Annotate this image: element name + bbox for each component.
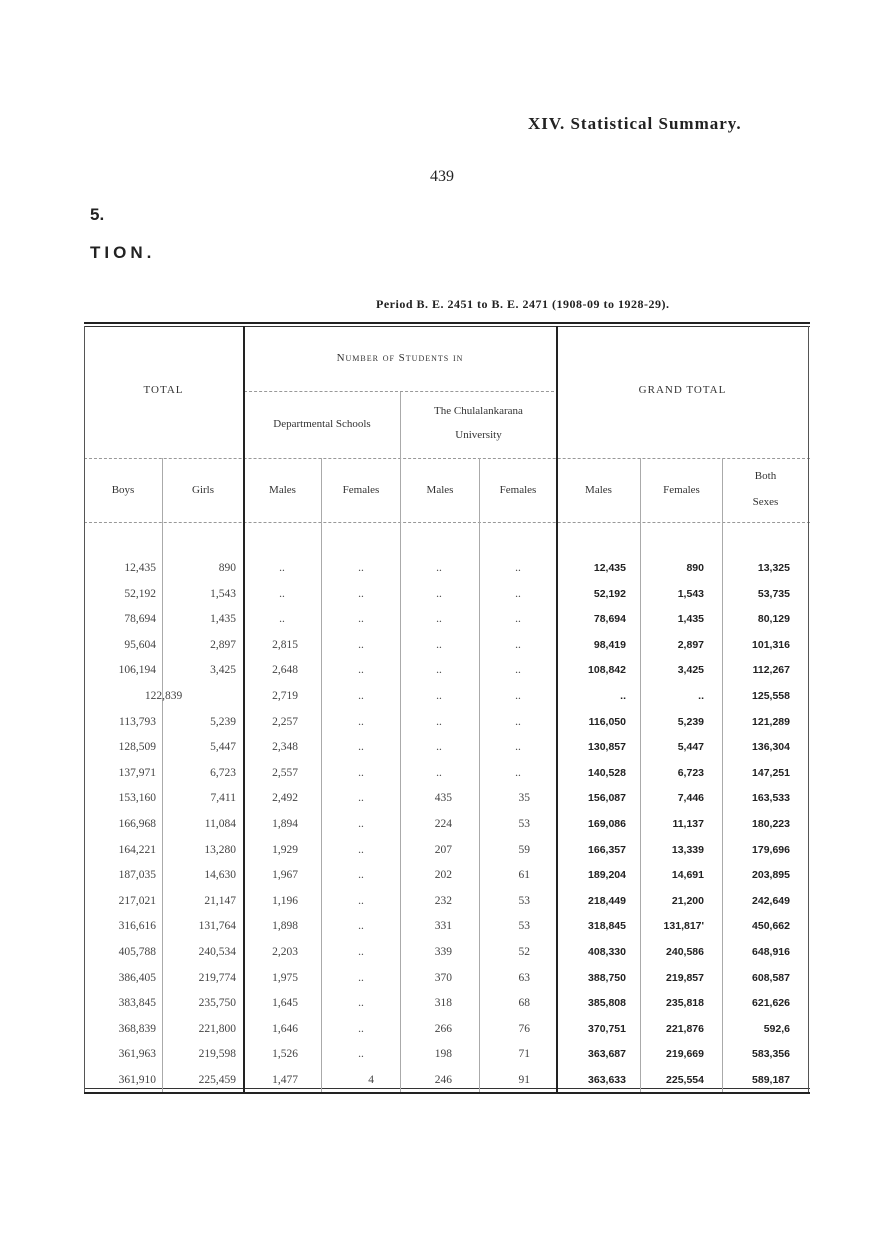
table-cell-dept-f: .. bbox=[358, 741, 364, 753]
table-cell-girls: 131,764 bbox=[198, 920, 236, 932]
subheader-divider bbox=[84, 458, 810, 459]
statistics-table bbox=[84, 322, 810, 1092]
table-cell-gt-m: 78,694 bbox=[593, 613, 626, 625]
table-cell-gt-both: 608,587 bbox=[752, 972, 790, 984]
table-cell-dept-f: .. bbox=[358, 895, 364, 907]
table-cell-boys: 187,035 bbox=[118, 869, 156, 881]
table-cell-dept-f: .. bbox=[358, 792, 364, 804]
table-cell-dept-f: .. bbox=[358, 562, 364, 574]
table-cell-dept-m: 2,648 bbox=[272, 664, 298, 676]
table-cell-univ-f: 76 bbox=[518, 1023, 530, 1035]
table-cell-gt-m: 140,528 bbox=[588, 767, 626, 779]
table-cell-gt-m: 408,330 bbox=[588, 946, 626, 958]
table-cell-gt-both: 163,533 bbox=[752, 792, 790, 804]
header-dept-females: Females bbox=[342, 484, 380, 496]
table-cell-girls: 6,723 bbox=[210, 767, 236, 779]
header-grand-males: Males bbox=[585, 484, 612, 496]
table-cell-univ-m: .. bbox=[436, 613, 442, 625]
table-cell-dept-f: .. bbox=[358, 716, 364, 728]
table-cell-univ-m: .. bbox=[436, 767, 442, 779]
table-cell-dept-m: 1,645 bbox=[272, 997, 298, 1009]
table-cell-gt-both: 147,251 bbox=[752, 767, 790, 779]
table-cell-univ-m: .. bbox=[436, 741, 442, 753]
table-cell-girls: 13,280 bbox=[204, 844, 236, 856]
table-cell-univ-m: .. bbox=[436, 716, 442, 728]
table-cell-univ-m: 318 bbox=[434, 997, 452, 1009]
header-both-line1: Both bbox=[754, 470, 777, 482]
table-cell-dept-m: 1,967 bbox=[272, 869, 298, 881]
table-cell-gt-m: 166,357 bbox=[588, 844, 626, 856]
header-total: TOTAL bbox=[143, 384, 184, 396]
header-grand-females: Females bbox=[663, 484, 700, 496]
table-cell-gt-f: 3,425 bbox=[677, 664, 704, 676]
table-cell-boys: 78,694 bbox=[124, 613, 156, 625]
table-cell-gt-f: 1,543 bbox=[677, 588, 704, 600]
header-grand-total: GRAND TOTAL bbox=[638, 384, 727, 396]
table-cell-dept-m: .. bbox=[279, 588, 285, 600]
table-cell-dept-f: .. bbox=[358, 639, 364, 651]
table-cell-gt-f: 14,691 bbox=[671, 869, 704, 881]
students-divider bbox=[244, 391, 554, 392]
table-cell-dept-m: 2,815 bbox=[272, 639, 298, 651]
table-cell-gt-f: 240,586 bbox=[666, 946, 704, 958]
table-cell-dept-f: .. bbox=[358, 997, 364, 1009]
table-cell-gt-m: 98,419 bbox=[593, 639, 626, 651]
table-cell-dept-m: 1,477 bbox=[272, 1074, 298, 1086]
header-dept-males: Males bbox=[269, 484, 296, 496]
table-cell-gt-both: 589,187 bbox=[752, 1074, 790, 1086]
table-cell-gt-m: 116,050 bbox=[588, 716, 626, 728]
header-university-line2: University bbox=[455, 429, 502, 441]
table-cell-gt-f: 890 bbox=[686, 562, 704, 574]
table-cell-dept-m: 2,203 bbox=[272, 946, 298, 958]
table-bottom-rule bbox=[84, 1088, 810, 1089]
table-cell-dept-m: 1,646 bbox=[272, 1023, 298, 1035]
table-cell-gt-f: 219,857 bbox=[666, 972, 704, 984]
table-cell-boys: 106,194 bbox=[118, 664, 156, 676]
table-cell-univ-m: 224 bbox=[434, 818, 452, 830]
table-cell-dept-m: 2,348 bbox=[272, 741, 298, 753]
table-cell-univ-f: 63 bbox=[518, 972, 530, 984]
table-cell-gt-both: 242,649 bbox=[752, 895, 790, 907]
table-cell-girls: 2,897 bbox=[210, 639, 236, 651]
table-cell-boys: 383,845 bbox=[118, 997, 156, 1009]
table-cell-gt-m: 12,435 bbox=[593, 562, 626, 574]
table-cell-gt-m: .. bbox=[620, 690, 626, 702]
table-cell-univ-f: 91 bbox=[518, 1074, 530, 1086]
table-cell-gt-m: 363,687 bbox=[588, 1048, 626, 1060]
table-cell-dept-m: .. bbox=[279, 613, 285, 625]
table-bottom-rule-outer bbox=[84, 1092, 810, 1094]
table-cell-univ-f: 68 bbox=[518, 997, 530, 1009]
table-cell-dept-f: .. bbox=[358, 1023, 364, 1035]
section-heading: XIV. Statistical Summary. bbox=[528, 114, 742, 133]
table-cell-dept-m: 1,929 bbox=[272, 844, 298, 856]
table-cell-gt-m: 189,204 bbox=[588, 869, 626, 881]
table-cell-dept-f: .. bbox=[358, 767, 364, 779]
table-cell-boys: 386,405 bbox=[118, 972, 156, 984]
table-cell-dept-f: .. bbox=[358, 844, 364, 856]
table-cell-univ-m: 207 bbox=[434, 844, 452, 856]
table-cell-girls: 5,239 bbox=[210, 716, 236, 728]
table-cell-gt-f: 1,435 bbox=[677, 613, 704, 625]
table-cell-gt-f: 131,817' bbox=[663, 920, 704, 932]
table-cell-girls: 14,630 bbox=[204, 869, 236, 881]
table-cell-gt-both: 136,304 bbox=[752, 741, 790, 753]
table-cell-univ-f: 35 bbox=[518, 792, 530, 804]
table-cell-girls: 225,459 bbox=[198, 1074, 236, 1086]
table-right-border bbox=[808, 326, 809, 1092]
table-cell-gt-both: 179,696 bbox=[752, 844, 790, 856]
table-cell-univ-m: 339 bbox=[434, 946, 452, 958]
table-cell-dept-m: 2,557 bbox=[272, 767, 298, 779]
table-cell-gt-m: 218,449 bbox=[588, 895, 626, 907]
table-cell-boys: 166,968 bbox=[118, 818, 156, 830]
table-cell-dept-m: 2,719 bbox=[272, 690, 298, 702]
table-cell-total-combined: 122,839 bbox=[144, 690, 183, 702]
table-cell-gt-m: 385,808 bbox=[588, 997, 626, 1009]
table-cell-gt-both: 203,895 bbox=[752, 869, 790, 881]
table-cell-gt-both: 80,129 bbox=[757, 613, 790, 625]
table-cell-univ-f: .. bbox=[515, 613, 521, 625]
table-cell-univ-f: .. bbox=[515, 741, 521, 753]
header-both-line2: Sexes bbox=[752, 496, 779, 508]
table-cell-univ-m: .. bbox=[436, 664, 442, 676]
table-cell-dept-m: 1,196 bbox=[272, 895, 298, 907]
table-cell-boys: 95,604 bbox=[124, 639, 156, 651]
table-cell-girls: 11,084 bbox=[204, 818, 236, 830]
table-cell-dept-m: .. bbox=[279, 562, 285, 574]
table-cell-gt-f: 7,446 bbox=[677, 792, 704, 804]
table-cell-univ-f: 53 bbox=[518, 895, 530, 907]
table-top-rule bbox=[84, 322, 810, 324]
table-cell-gt-m: 108,842 bbox=[588, 664, 626, 676]
table-cell-univ-m: 202 bbox=[434, 869, 452, 881]
table-cell-boys: 113,793 bbox=[119, 716, 156, 728]
table-top-rule-inner bbox=[84, 326, 810, 327]
table-cell-gt-f: 13,339 bbox=[671, 844, 704, 856]
table-cell-univ-m: 266 bbox=[434, 1023, 452, 1035]
table-cell-girls: 219,774 bbox=[198, 972, 236, 984]
table-cell-boys: 52,192 bbox=[124, 588, 156, 600]
table-cell-dept-f: .. bbox=[358, 588, 364, 600]
table-cell-dept-f: .. bbox=[358, 613, 364, 625]
header-departmental-schools: Departmental Schools bbox=[273, 418, 371, 430]
table-cell-dept-f: .. bbox=[358, 946, 364, 958]
table-cell-dept-m: 1,526 bbox=[272, 1048, 298, 1060]
table-cell-univ-f: .. bbox=[515, 716, 521, 728]
table-cell-univ-f: 61 bbox=[518, 869, 530, 881]
table-cell-univ-m: 435 bbox=[434, 792, 452, 804]
table-cell-univ-f: 52 bbox=[518, 946, 530, 958]
table-cell-dept-m: 2,257 bbox=[272, 716, 298, 728]
table-cell-gt-both: 583,356 bbox=[752, 1048, 790, 1060]
table-cell-girls: 219,598 bbox=[198, 1048, 236, 1060]
table-cell-dept-f: 4 bbox=[368, 1074, 374, 1086]
table-cell-univ-m: .. bbox=[436, 562, 442, 574]
table-cell-dept-f: .. bbox=[358, 972, 364, 984]
table-cell-gt-both: 53,735 bbox=[757, 588, 790, 600]
table-cell-dept-m: 1,975 bbox=[272, 972, 298, 984]
table-cell-univ-f: 71 bbox=[518, 1048, 530, 1060]
table-number: 5. bbox=[90, 205, 105, 224]
table-cell-univ-m: .. bbox=[436, 639, 442, 651]
table-cell-univ-f: .. bbox=[515, 562, 521, 574]
table-cell-univ-m: 246 bbox=[434, 1074, 452, 1086]
table-title-fragment: TION. bbox=[90, 243, 156, 262]
table-cell-gt-f: 6,723 bbox=[677, 767, 704, 779]
table-cell-gt-f: 5,239 bbox=[677, 716, 704, 728]
table-cell-dept-f: .. bbox=[358, 818, 364, 830]
table-cell-univ-m: 370 bbox=[434, 972, 452, 984]
table-cell-univ-f: 59 bbox=[518, 844, 530, 856]
header-university-line1: The Chulalankarana bbox=[434, 405, 523, 417]
table-cell-gt-f: 11,137 bbox=[672, 818, 704, 830]
table-cell-gt-f: 221,876 bbox=[666, 1023, 704, 1035]
table-cell-gt-m: 363,633 bbox=[588, 1074, 626, 1086]
table-cell-girls: 240,534 bbox=[198, 946, 236, 958]
table-cell-gt-both: 112,267 bbox=[752, 664, 790, 676]
table-cell-gt-both: 180,223 bbox=[752, 818, 790, 830]
table-cell-gt-both: 592,6 bbox=[763, 1023, 790, 1035]
table-cell-univ-f: 53 bbox=[518, 920, 530, 932]
table-cell-univ-m: 198 bbox=[434, 1048, 452, 1060]
table-cell-dept-f: .. bbox=[358, 920, 364, 932]
table-cell-gt-f: .. bbox=[698, 690, 704, 702]
table-cell-gt-both: 121,289 bbox=[752, 716, 790, 728]
table-cell-gt-f: 21,200 bbox=[671, 895, 704, 907]
table-cell-univ-f: 53 bbox=[518, 818, 530, 830]
table-cell-gt-f: 219,669 bbox=[666, 1048, 704, 1060]
header-boys: Boys bbox=[111, 484, 135, 496]
table-cell-boys: 316,616 bbox=[118, 920, 156, 932]
table-cell-gt-both: 621,626 bbox=[752, 997, 790, 1009]
table-cell-univ-f: .. bbox=[515, 690, 521, 702]
table-cell-girls: 221,800 bbox=[198, 1023, 236, 1035]
table-cell-girls: 21,147 bbox=[204, 895, 236, 907]
table-cell-dept-m: 1,894 bbox=[272, 818, 298, 830]
table-cell-gt-both: 101,316 bbox=[752, 639, 790, 651]
table-cell-univ-f: .. bbox=[515, 767, 521, 779]
table-cell-boys: 368,839 bbox=[118, 1023, 156, 1035]
table-cell-gt-f: 235,818 bbox=[666, 997, 704, 1009]
table-cell-dept-f: .. bbox=[358, 1048, 364, 1060]
table-cell-boys: 164,221 bbox=[118, 844, 156, 856]
table-cell-univ-m: 331 bbox=[434, 920, 452, 932]
header-number-of-students: Number of Students in bbox=[336, 352, 464, 364]
table-cell-gt-m: 156,087 bbox=[588, 792, 626, 804]
table-cell-gt-both: 450,662 bbox=[752, 920, 790, 932]
col-divider-dept bbox=[321, 458, 322, 1092]
table-cell-gt-m: 52,192 bbox=[593, 588, 626, 600]
table-cell-gt-m: 388,750 bbox=[588, 972, 626, 984]
page-number: 439 bbox=[430, 168, 454, 185]
table-cell-gt-m: 318,845 bbox=[588, 920, 626, 932]
table-cell-girls: 3,425 bbox=[210, 664, 236, 676]
table-cell-univ-f: .. bbox=[515, 639, 521, 651]
header-univ-males: Males bbox=[426, 484, 454, 496]
header-bottom-rule bbox=[84, 522, 810, 523]
table-cell-dept-m: 2,492 bbox=[272, 792, 298, 804]
table-cell-boys: 12,435 bbox=[124, 562, 156, 574]
table-cell-boys: 137,971 bbox=[118, 767, 156, 779]
header-univ-females: Females bbox=[499, 484, 537, 496]
table-cell-girls: 235,750 bbox=[198, 997, 236, 1009]
table-cell-univ-m: .. bbox=[436, 690, 442, 702]
table-cell-dept-f: .. bbox=[358, 664, 364, 676]
table-cell-boys: 361,910 bbox=[118, 1074, 156, 1086]
table-cell-univ-m: 232 bbox=[434, 895, 452, 907]
table-cell-gt-both: 13,325 bbox=[757, 562, 790, 574]
table-cell-girls: 5,447 bbox=[210, 741, 236, 753]
table-cell-boys: 405,788 bbox=[118, 946, 156, 958]
header-girls: Girls bbox=[192, 484, 214, 496]
table-cell-gt-f: 5,447 bbox=[677, 741, 704, 753]
table-cell-dept-f: .. bbox=[358, 690, 364, 702]
table-cell-gt-f: 225,554 bbox=[666, 1074, 704, 1086]
table-cell-univ-f: .. bbox=[515, 588, 521, 600]
table-cell-dept-f: .. bbox=[358, 869, 364, 881]
table-cell-girls: 1,543 bbox=[210, 588, 236, 600]
table-cell-dept-m: 1,898 bbox=[272, 920, 298, 932]
table-cell-gt-m: 370,751 bbox=[588, 1023, 626, 1035]
table-cell-gt-both: 125,558 bbox=[752, 690, 790, 702]
table-cell-gt-m: 130,857 bbox=[588, 741, 626, 753]
table-cell-boys: 217,021 bbox=[118, 895, 156, 907]
table-cell-girls: 7,411 bbox=[210, 792, 236, 804]
period-caption: Period B. E. 2451 to B. E. 2471 (1908-09 to 1928-29). bbox=[376, 297, 670, 311]
table-cell-girls: 1,435 bbox=[210, 613, 236, 625]
table-cell-boys: 361,963 bbox=[118, 1048, 156, 1060]
table-cell-gt-both: 648,916 bbox=[752, 946, 790, 958]
table-cell-univ-m: .. bbox=[436, 588, 442, 600]
table-cell-univ-f: .. bbox=[515, 664, 521, 676]
table-cell-boys: 128,509 bbox=[118, 741, 156, 753]
table-cell-gt-f: 2,897 bbox=[677, 639, 704, 651]
table-cell-boys: 153,160 bbox=[118, 792, 156, 804]
table-cell-girls: 890 bbox=[218, 562, 236, 574]
table-cell-gt-m: 169,086 bbox=[588, 818, 626, 830]
